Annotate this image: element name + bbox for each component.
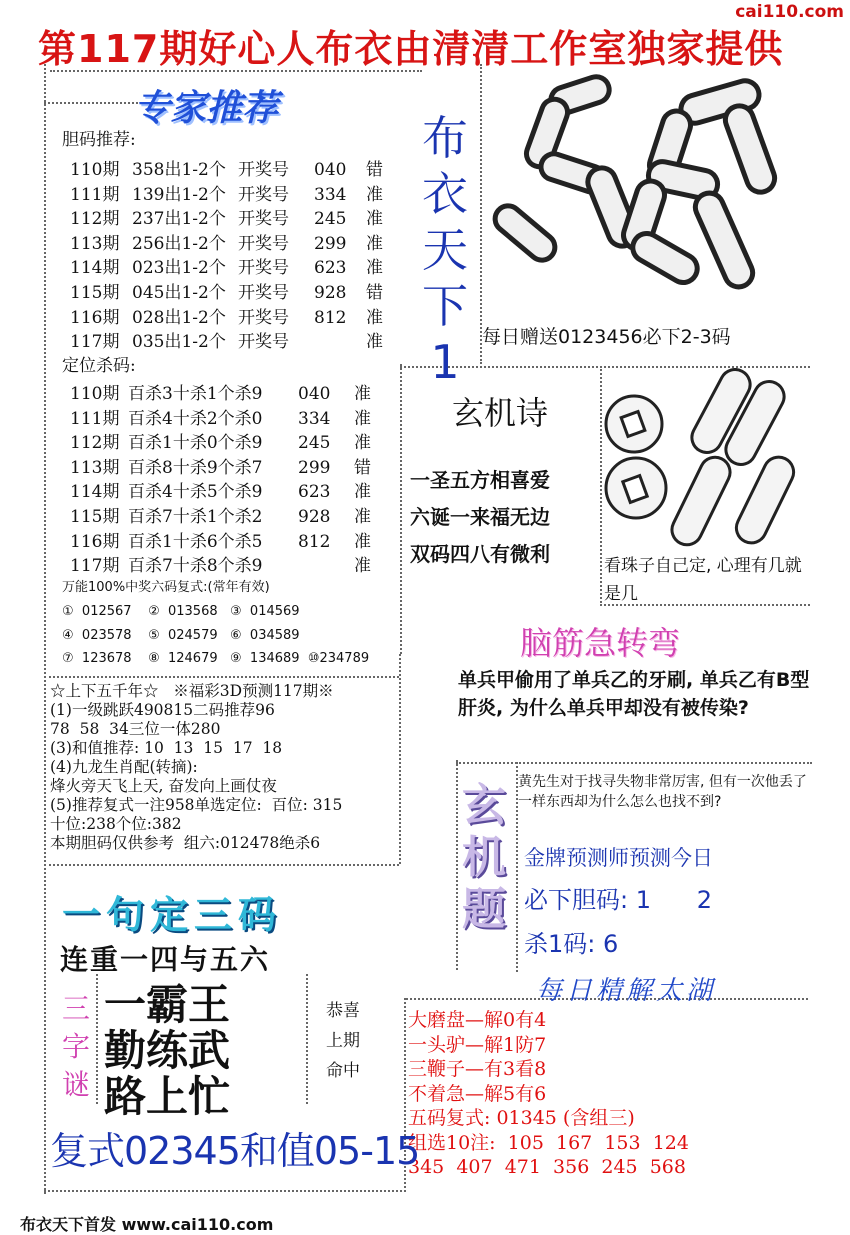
list-item — [70, 431, 384, 456]
cell: 准 — [366, 258, 383, 279]
cell: 准 — [366, 184, 383, 205]
cell: 百杀4十杀5个杀9 — [128, 482, 263, 503]
cell: 623 — [314, 258, 347, 279]
cell: 623 — [298, 482, 331, 503]
three-code-phrase: 连重一四与五六 — [60, 943, 271, 976]
cell: 245 — [298, 433, 331, 454]
cell: 334 — [298, 408, 331, 429]
cell: 百杀1十杀0个杀9 — [128, 433, 263, 454]
list-item — [70, 158, 396, 183]
wanneng-label: 万能100%中奖六码复式:(常年有效) — [62, 580, 270, 595]
cell: 114期 — [70, 482, 120, 503]
vertical-char: 字 — [61, 1030, 90, 1063]
xuanji-question: 黄先生对于找寻失物非常厉害, 但有一次他丢了一样东西却为什么怎么也找不到? — [518, 774, 807, 810]
cell: 错 — [366, 160, 383, 180]
cell: 334 — [314, 184, 347, 205]
cell: 112期 — [70, 433, 120, 454]
list-item: 五码复式: 01345 (含组三) — [408, 1107, 635, 1129]
cell — [314, 330, 366, 355]
poem-line: 一圣五方相喜爱 — [410, 468, 550, 492]
cell: 110期 — [70, 160, 120, 180]
cell: 准 — [366, 233, 383, 254]
footer-text: 布衣天下首发 www.cai110.com — [20, 1215, 274, 1234]
congrats-line: 上期 — [326, 1031, 360, 1051]
cell: 812 — [298, 531, 331, 552]
buyi-vertical-title — [418, 110, 472, 390]
cell: 开奖号 — [238, 258, 289, 279]
cell: 错 — [366, 282, 383, 303]
page-title: 第117期好心人布衣由清清工作室独家提供 — [38, 27, 784, 71]
cell: 114期 — [70, 258, 120, 279]
cell: 111期 — [70, 184, 120, 205]
expert-title: 专家推荐 — [134, 88, 279, 129]
gold-predictor-label: 金牌预测师预测今日 — [524, 846, 713, 870]
cell: 准 — [354, 408, 371, 429]
list-item: 组选10注: 105 167 153 124 — [408, 1131, 689, 1154]
brain-teaser-question: 单兵甲偷用了单兵乙的牙刷, 单兵乙有B型肝炎, 为什么单兵甲却没有被传染? — [458, 669, 810, 719]
congrats-note — [318, 996, 368, 1086]
kill-code: 杀1码: 6 — [524, 930, 619, 958]
cell: 准 — [354, 433, 371, 454]
cell: 111期 — [70, 408, 120, 429]
cell: 准 — [366, 307, 383, 328]
list-item: ⑦ 123678 ⑧ 124679 ⑨ 134689 ⑩234789 — [62, 651, 370, 666]
cell: 准 — [354, 482, 371, 503]
list-item: 本期胆码仅供参考 组六:012478绝杀6 — [50, 834, 321, 852]
list-item — [70, 407, 384, 432]
cell: 299 — [314, 233, 347, 254]
cell: 百杀4十杀2个杀0 — [128, 408, 263, 429]
cell: 百杀7十杀8个杀9 — [128, 556, 263, 577]
cell: 245 — [314, 209, 347, 230]
cell: 115期 — [70, 282, 120, 303]
divider — [399, 654, 401, 864]
cell: 错 — [354, 457, 371, 478]
cell: 035出1-2个 — [132, 332, 226, 353]
list-item: 78 58 34三位一体280 — [50, 720, 221, 738]
cell: 113期 — [70, 233, 120, 254]
word-riddle-label — [56, 990, 96, 1104]
cell: 358出1-2个 — [132, 160, 226, 180]
poem-title: 玄机诗 — [452, 394, 549, 432]
dan-label: 胆码推荐: — [62, 130, 136, 150]
cell: 040 — [298, 384, 331, 404]
list-item: ④ 023578 ⑤ 024579 ⑥ 034589 — [62, 627, 300, 643]
bead-note: 看珠子自己定, 心理有几就是几 — [604, 556, 802, 604]
taihu-title: 每日精解太湖 — [536, 976, 717, 1006]
wanneng-list — [62, 600, 369, 671]
vertical-char: 天 — [422, 223, 468, 277]
pos-label: 定位杀码: — [62, 356, 136, 376]
cell: 117期 — [70, 332, 120, 353]
cell: 百杀8十杀9个杀7 — [128, 457, 263, 478]
riddle-line: 一霸王 — [104, 980, 231, 1029]
congrats-line: 恭喜 — [326, 1001, 360, 1021]
cell: 百杀3十杀1个杀9 — [128, 384, 263, 404]
vertical-char: 下 — [422, 279, 468, 333]
cell: 110期 — [70, 384, 120, 404]
dan-list — [70, 158, 396, 355]
list-item: ☆上下五千年☆ ※福彩3D预测117期※ — [50, 682, 334, 700]
cell: 准 — [366, 209, 383, 230]
list-item — [70, 232, 396, 257]
cell: 299 — [298, 457, 331, 478]
cell: 116期 — [70, 307, 120, 328]
divider — [400, 364, 402, 654]
vertical-char: 玄 — [462, 780, 506, 831]
list-item: 不着急—解5有6 — [408, 1082, 547, 1105]
vertical-char: 谜 — [61, 1068, 90, 1101]
divider — [456, 762, 812, 764]
list-item — [70, 530, 384, 555]
pos-list — [70, 382, 384, 579]
list-item — [70, 480, 384, 505]
list-item: 345 407 471 356 245 568 — [408, 1156, 686, 1178]
cell: 112期 — [70, 209, 120, 230]
list-item — [70, 330, 396, 355]
congrats-line: 命中 — [326, 1061, 360, 1081]
taihu-list — [408, 1008, 689, 1180]
list-item: (1)一级跳跃490815二码推荐96 — [50, 701, 275, 719]
list-item — [70, 306, 396, 331]
poem-line: 双码四八有微利 — [410, 542, 550, 566]
list-item — [70, 281, 396, 306]
list-item — [70, 207, 396, 232]
poem-line: 六诞一来福无边 — [410, 505, 550, 529]
cell: 812 — [314, 307, 347, 328]
cell: 开奖号 — [238, 282, 289, 303]
list-item — [70, 382, 384, 407]
must-dan-code: 必下胆码: 1 2 — [524, 886, 713, 914]
cell: 准 — [366, 332, 383, 353]
number-55-illustration — [480, 70, 810, 320]
list-item: ① 012567 ② 013568 ③ 014569 — [62, 604, 300, 619]
cell: 040 — [314, 160, 347, 180]
complex-sum-code: 复式02345和值05-15 — [50, 1129, 420, 1173]
three-code-title: 一句定三码 — [62, 893, 283, 937]
cell: 准 — [354, 384, 371, 404]
cell: 256出1-2个 — [132, 233, 226, 254]
cell — [298, 554, 354, 579]
cell: 237出1-2个 — [132, 209, 226, 230]
vertical-char: 衣 — [422, 167, 468, 221]
prediction-list — [50, 682, 342, 853]
cell: 开奖号 — [238, 160, 289, 180]
cell: 准 — [354, 506, 371, 527]
xuanji-vertical-title — [458, 780, 510, 936]
cell: 045出1-2个 — [132, 282, 226, 303]
cell: 028出1-2个 — [132, 307, 226, 328]
coins-illustration — [600, 368, 815, 558]
cell: 117期 — [70, 556, 120, 577]
list-item — [70, 505, 384, 530]
cell: 开奖号 — [238, 332, 289, 353]
cell: 准 — [354, 556, 371, 577]
divider — [306, 974, 308, 1104]
list-item: 三鞭子—有3看8 — [408, 1058, 547, 1080]
cell: 开奖号 — [238, 233, 289, 254]
list-item: (3)和值推荐: 10 13 15 17 18 — [50, 739, 283, 757]
vertical-char: 题 — [462, 884, 506, 935]
list-item: 十位:238个位:382 — [50, 815, 182, 833]
cell: 开奖号 — [238, 184, 289, 205]
cell: 139出1-2个 — [132, 184, 226, 205]
list-item — [70, 256, 396, 281]
list-item — [70, 183, 396, 208]
cell: 百杀7十杀1个杀2 — [128, 506, 263, 527]
divider — [96, 974, 98, 1104]
list-item: 大磨盘—解0有4 — [408, 1009, 547, 1031]
divider — [44, 676, 399, 678]
cell: 023出1-2个 — [132, 258, 226, 279]
vertical-char: 机 — [462, 832, 506, 883]
riddle-line: 路上忙 — [104, 1072, 231, 1121]
list-item — [70, 456, 384, 481]
riddle-lines — [104, 982, 230, 1120]
poem-lines — [410, 462, 550, 573]
cell: 113期 — [70, 457, 120, 478]
divider — [44, 1190, 406, 1192]
list-item: 烽火旁天飞上天, 奋发向上画仗夜 — [50, 777, 277, 795]
site-logo[interactable]: cai110.com — [735, 2, 844, 22]
vertical-char: 1 — [430, 335, 460, 389]
daily-gift-text: 每日赠送0123456必下2-3码 — [482, 326, 731, 348]
list-item: 一头驴—解1防7 — [408, 1033, 547, 1056]
cell: 开奖号 — [238, 209, 289, 230]
vertical-char: 布 — [422, 111, 468, 165]
divider — [44, 64, 46, 1194]
cell: 928 — [314, 282, 347, 303]
cell: 115期 — [70, 506, 120, 527]
cell: 116期 — [70, 531, 120, 552]
cell: 百杀1十杀6个杀5 — [128, 531, 263, 552]
vertical-char: 三 — [61, 992, 90, 1025]
list-item: (5)推荐复式一注958单选定位: 百位: 315 — [50, 796, 343, 814]
cell: 开奖号 — [238, 307, 289, 328]
riddle-line: 勤练武 — [104, 1026, 231, 1075]
divider — [44, 864, 399, 866]
list-item: (4)九龙生肖配(转摘): — [50, 758, 198, 776]
cell: 准 — [354, 531, 371, 552]
brain-teaser-title: 脑筋急转弯 — [520, 624, 681, 662]
cell: 928 — [298, 506, 331, 527]
